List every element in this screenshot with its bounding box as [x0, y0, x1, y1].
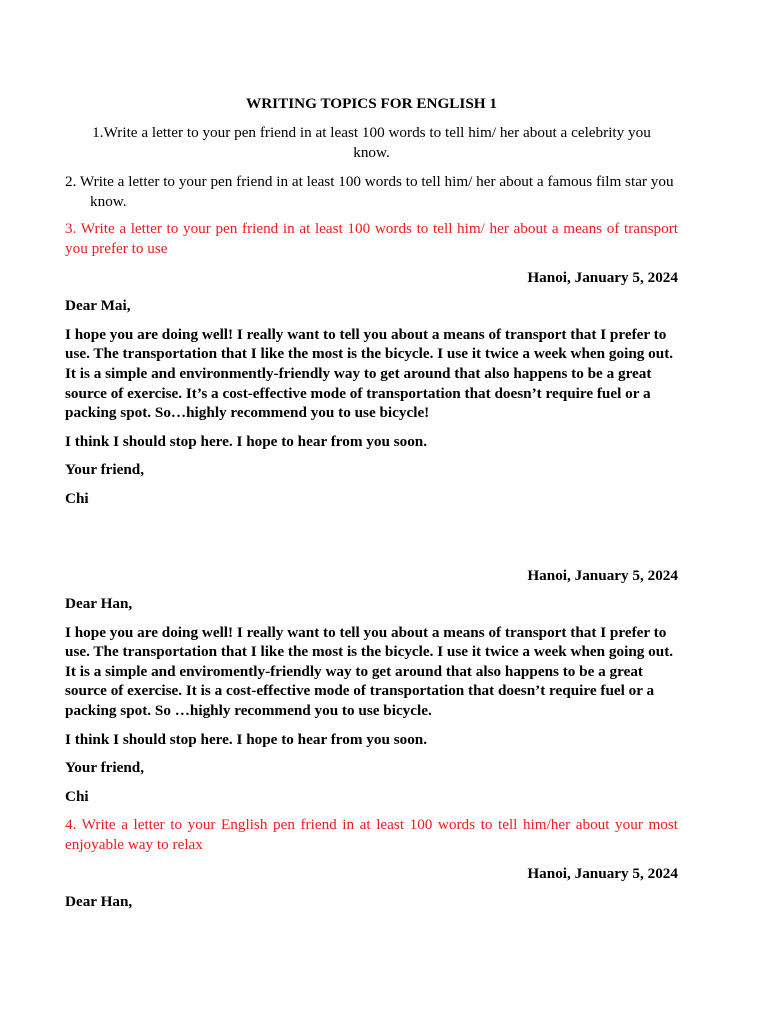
letter-2-salutation: Dear Han,	[65, 595, 133, 613]
document-title: WRITING TOPICS FOR ENGLISH 1	[246, 95, 497, 112]
letter-2	[65, 566, 678, 807]
letter-1-signoff: Your friend,	[65, 461, 145, 479]
letter-1	[65, 268, 678, 509]
document-page	[65, 94, 678, 921]
letter-2-body: I hope you are doing well! I really want to tell you about a means of transport that I prefer to use. The transportation that I like the most is the bicycle. I use it twice a week when going out. It is a simple and enviromently-friendly way to get around that also happens to be a great source of exercise. It is a cost-effective mode of transportation that doesn’t require fuel or a packing spot. So …highly recommend you to use bicycle.	[65, 623, 674, 720]
letter-1-body: I hope you are doing well! I really want to tell you about a means of transport that I prefer to use. The transportation that I like the most is the bicycle. I use it twice a week when going out. It is a simple and environmently-friendly way to get around that also happens to be a great source of exercise. It’s a cost-effective mode of transportation that doesn’t require fuel or a packing spot. So…highly recommend you to use bicycle!	[65, 325, 674, 422]
topic-1: 1.Write a letter to your pen friend in at least 100 words to tell him/ her about a celebrity you know.	[92, 124, 651, 161]
letter-2-date: Hanoi, January 5, 2024	[527, 566, 678, 584]
letter-2-closing-line: I think I should stop here. I hope to hear from you soon.	[65, 730, 428, 748]
topic-3: 3. Write a letter to your pen friend in at least 100 words to tell him/ her about a means of transport you prefer to use	[65, 220, 678, 257]
letter-3-salutation: Dear Han,	[65, 893, 133, 911]
letter-3	[65, 864, 678, 912]
letter-2-signoff: Your friend,	[65, 759, 145, 777]
letter-2-signature: Chi	[65, 787, 89, 805]
letter-1-signature: Chi	[65, 489, 89, 507]
topic-2: 2. Write a letter to your pen friend in at least 100 words to tell him/ her about a famous film star you know.	[65, 173, 674, 210]
letter-3-date: Hanoi, January 5, 2024	[527, 864, 678, 882]
spacer	[65, 509, 678, 566]
letter-1-date: Hanoi, January 5, 2024	[527, 268, 678, 286]
letter-1-closing-line: I think I should stop here. I hope to hear from you soon.	[65, 432, 428, 450]
topic-4: 4. Write a letter to your English pen friend in at least 100 words to tell him/her about your most enjoyable way to relax	[65, 816, 678, 854]
letter-1-salutation: Dear Mai,	[65, 297, 131, 315]
